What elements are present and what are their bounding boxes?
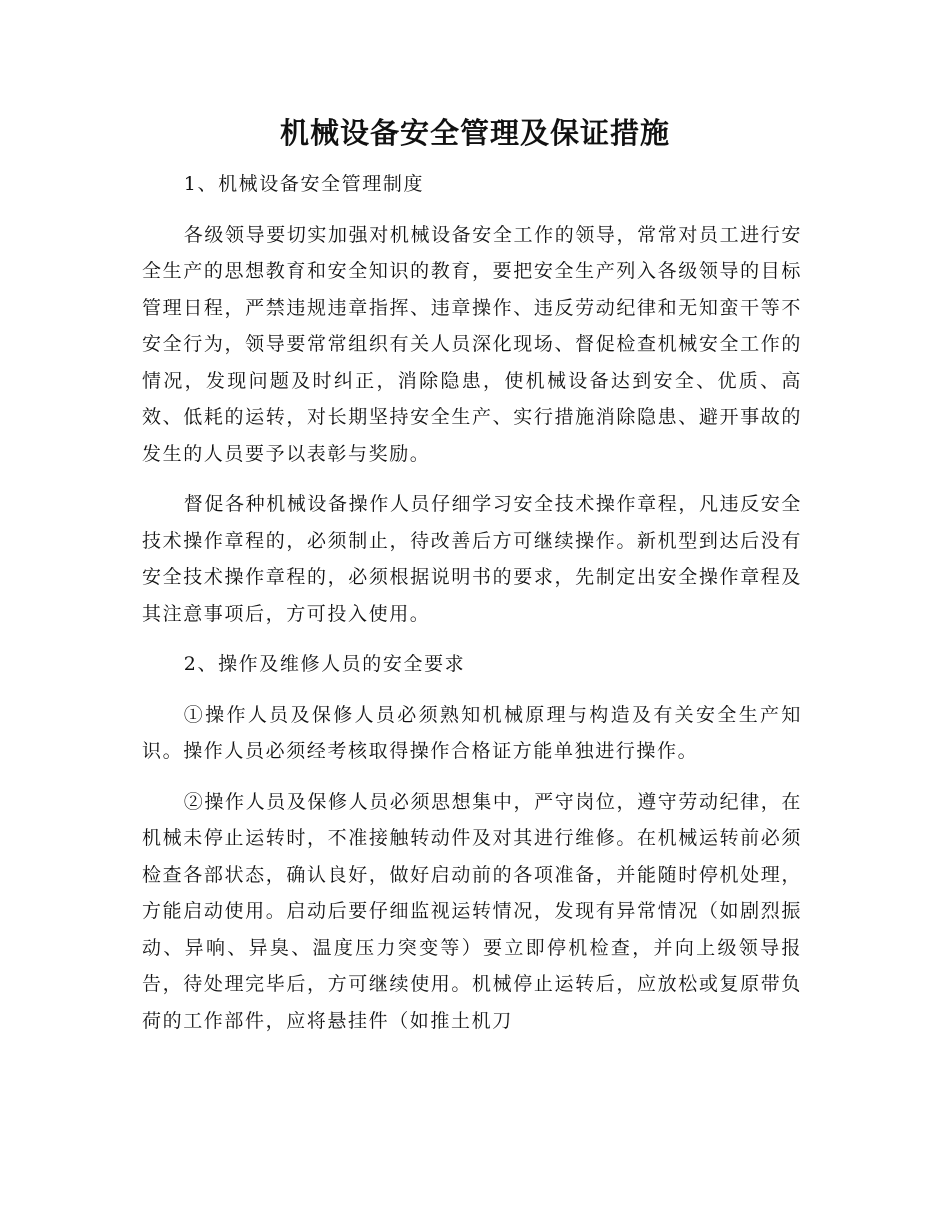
paragraph-2: 督促各种机械设备操作人员仔细学习安全技术操作章程，凡违反安全技术操作章程的，必须制止，待改善后方可继续操作。新机型到达后没有安全技术操作章程的，必须根据说明书的要求，先制定出安全操作章程及其注意事项后，方可投入使用。 (142, 493, 802, 625)
paragraph-1: 各级领导要切实加强对机械设备安全工作的领导，常常对员工进行安全生产的思想教育和安全知识的教育，要把安全生产列入各级领导的目标管理日程，严禁违规违章指挥、违章操作、违反劳动纪律和无知蛮干等不安全行为，领导要常常组织有关人员深化现场、督促检查机械安全工作的情况，发现问题及时纠正，消除隐患，使机械设备达到安全、优质、高效、低耗的运转，对长期坚持安全生产、实行措施消除隐患、避开事故的发生的人员要予以表彰与奖励。 (142, 223, 802, 465)
list-item-2: ②操作人员及保修人员必须思想集中，严守岗位，遵守劳动纪律，在机械未停止运转时，不准接触转动件及对其进行维修。在机械运转前必须检查各部状态，确认良好，做好启动前的各项准备，并能随时停机处理，方能启动使用。启动后要仔细监视运转情况，发现有异常情况（如剧烈振动、异响、异臭、温度压力突变等）要立即停机检查，并向上级领导报告，待处理完毕后，方可继续使用。机械停止运转后，应放松或复原带负荷的工作部件，应将悬挂件（如推土机刀 (142, 790, 802, 1032)
section-1-heading: 1、机械设备安全管理制度 (183, 173, 425, 195)
document-body (142, 166, 802, 1039)
section-2-heading: 2、操作及维修人员的安全要求 (183, 653, 466, 675)
list-item-1: ①操作人员及保修人员必须熟知机械原理与构造及有关安全生产知识。操作人员必须经考核取得操作合格证方能单独进行操作。 (142, 703, 802, 762)
document-title: 机械设备安全管理及保证措施 (279, 116, 670, 150)
